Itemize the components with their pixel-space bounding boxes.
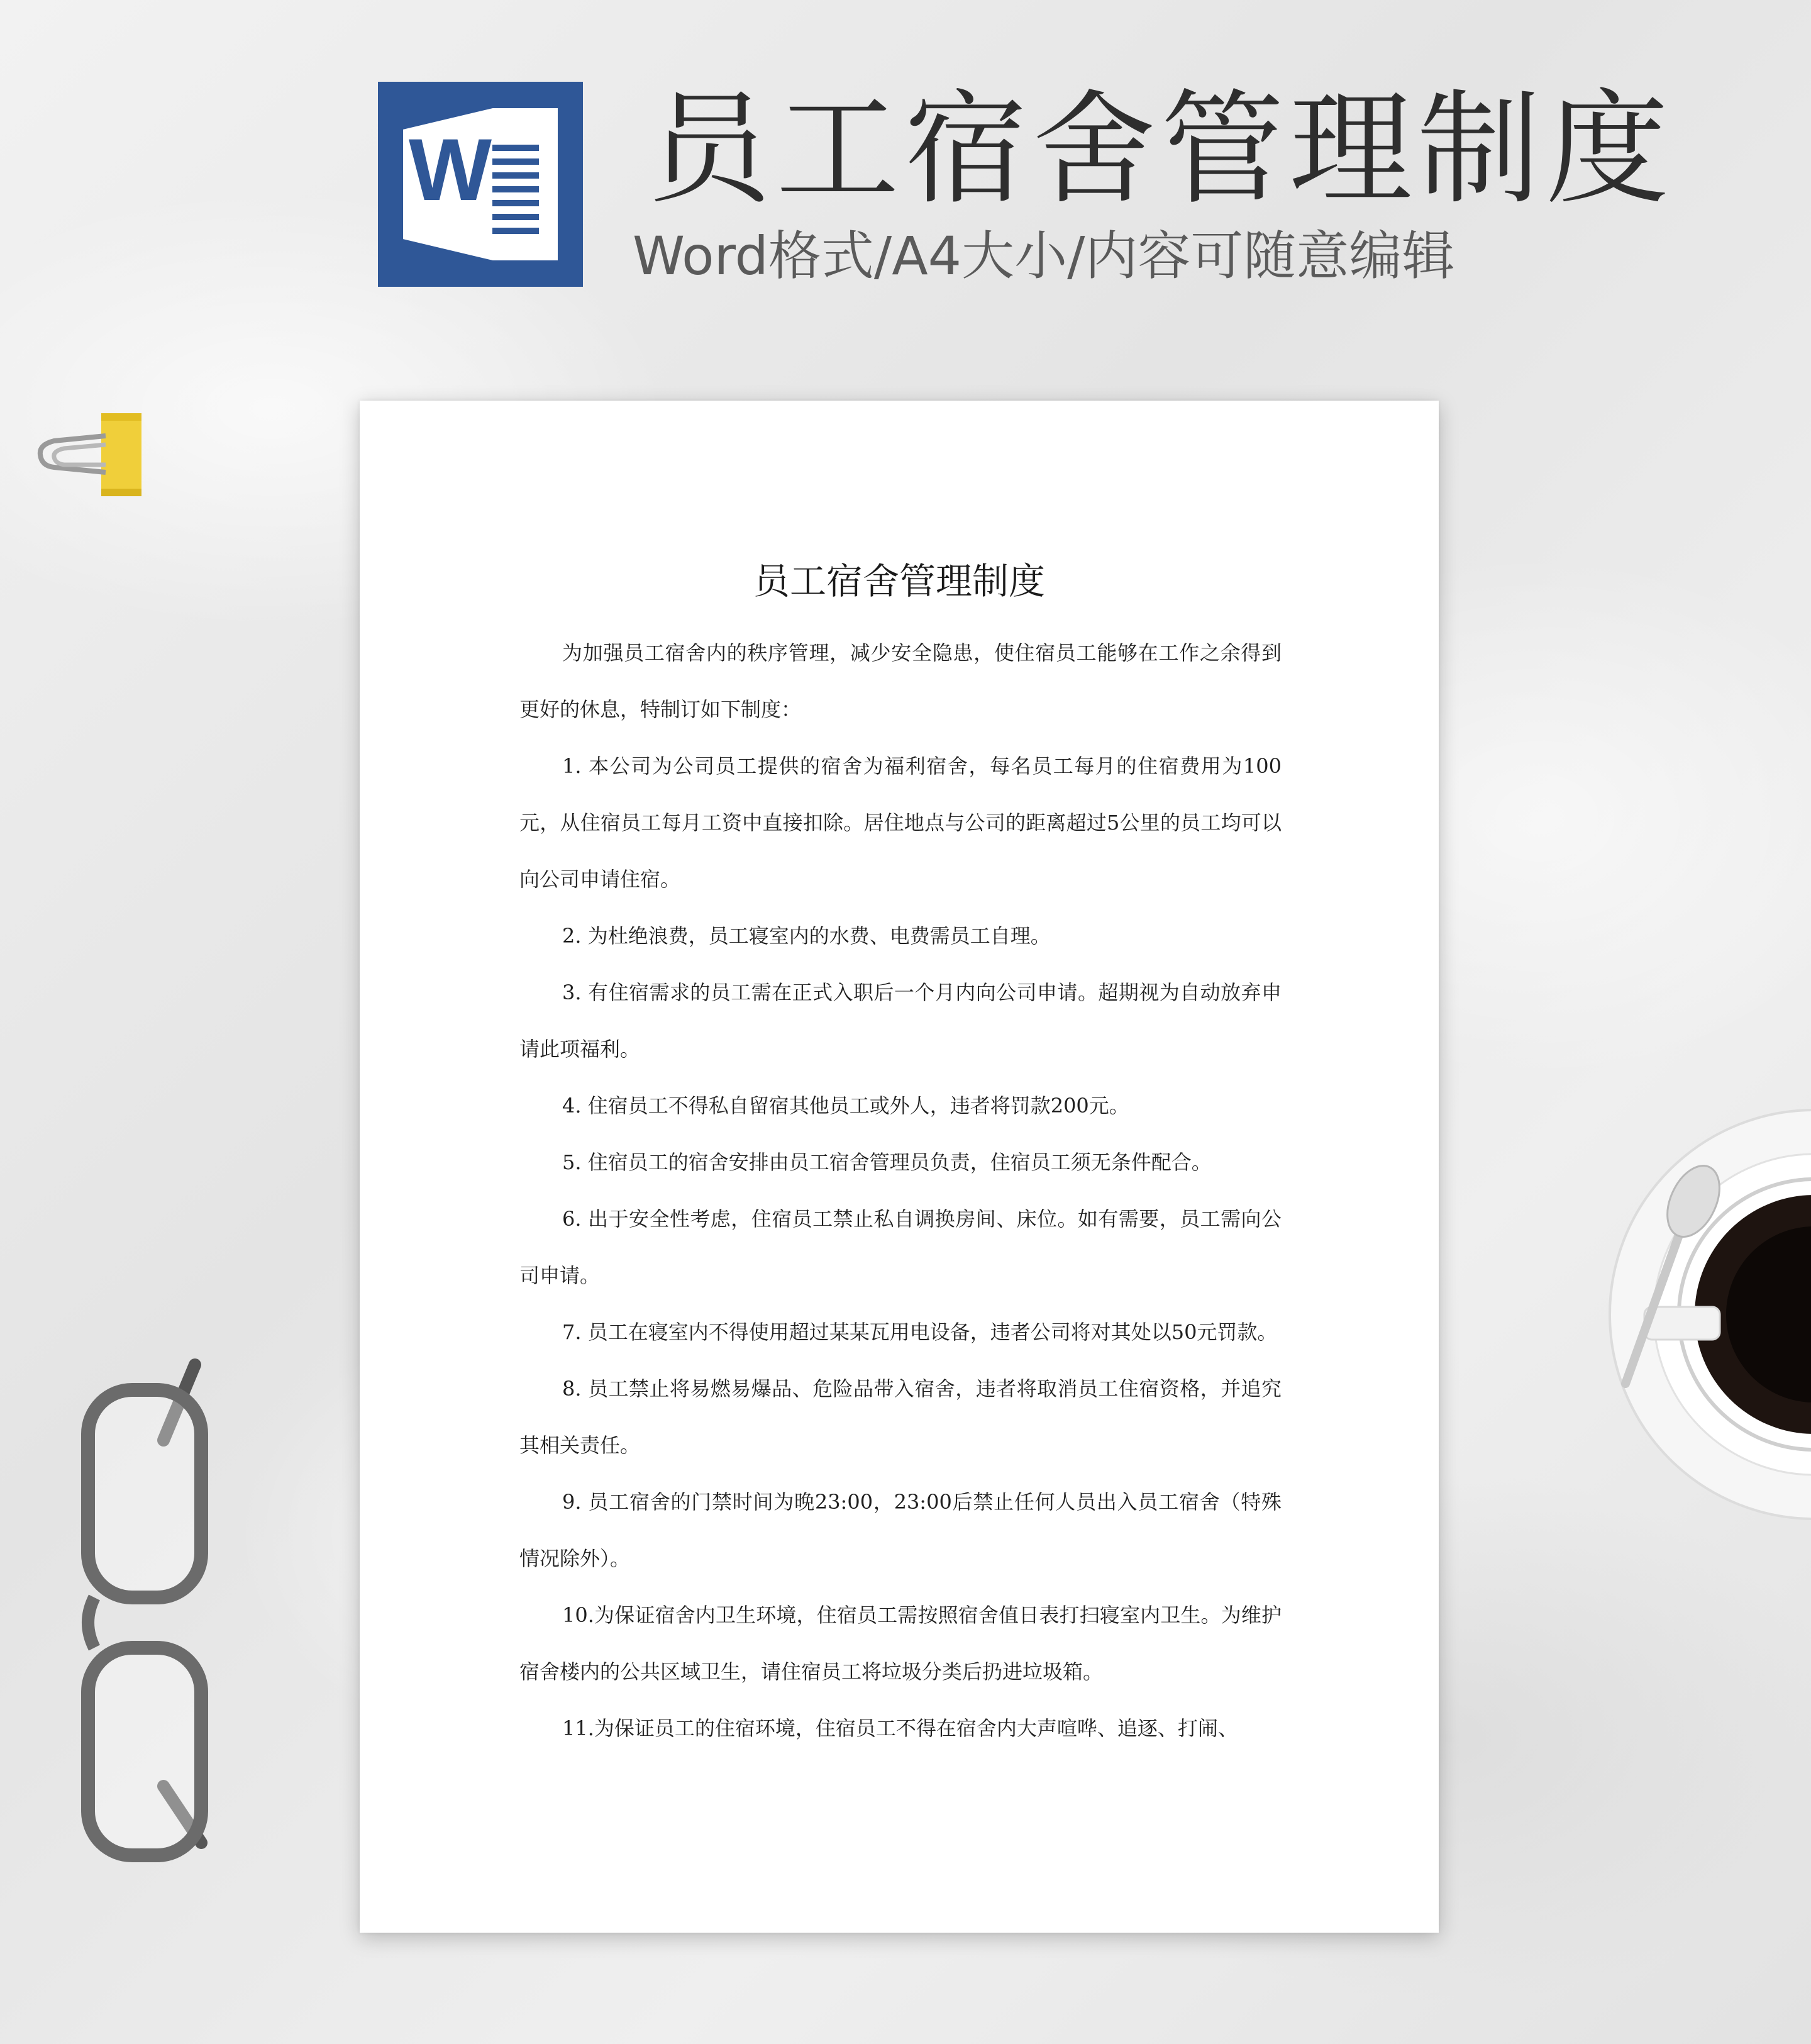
document-paragraph-3: 3. 有住宿需求的员工需在正式入职后一个月内向公司申请。超期视为自动放弃申请此项福利。 bbox=[519, 980, 1282, 1061]
page-title: 员工宿舍管理制度 bbox=[648, 78, 1675, 221]
document-paragraph-9: 9. 员工宿舍的门禁时间为晚23:00，23:00后禁止任何人员出入员工宿舍（特殊情况除外）。 bbox=[519, 1490, 1282, 1570]
document-intro: 为加强员工宿舍内的秩序管理，减少安全隐患，使住宿员工能够在工作之余得到更好的休息，特制订如下制度： bbox=[519, 641, 1282, 721]
glasses-icon bbox=[69, 1352, 233, 1893]
word-logo-letter: W bbox=[408, 120, 492, 219]
document-paragraph-10: 10.为保证宿舍内卫生环境，住宿员工需按照宿舍值日表打扫寝室内卫生。为维护宿舍楼内的公共区域卫生，请住宿员工将垃圾分类后扔进垃圾箱。 bbox=[519, 1603, 1282, 1684]
document-paragraph-2: 2. 为杜绝浪费，员工寝室内的水费、电费需员工自理。 bbox=[562, 924, 1051, 948]
document-page bbox=[360, 401, 1439, 1933]
binder-clip-icon bbox=[35, 412, 145, 497]
page-subtitle: Word格式/A4大小/内容可随意编辑 bbox=[633, 225, 1455, 287]
document-paragraph-4: 4. 住宿员工不得私自留宿其他员工或外人，违者将罚款200元。 bbox=[562, 1094, 1129, 1118]
document-paragraph-11: 11.为保证员工的住宿环境，住宿员工不得在宿舍内大声喧哗、追逐、打闹、 bbox=[562, 1716, 1238, 1740]
document-paragraph-5: 5. 住宿员工的宿舍安排由员工宿舍管理员负责，住宿员工须无条件配合。 bbox=[562, 1150, 1212, 1174]
coffee-cup-icon bbox=[1607, 1107, 1811, 1522]
document-paragraph-6: 6. 出于安全性考虑，住宿员工禁止私自调换房间、床位。如有需要，员工需向公司申请。 bbox=[519, 1207, 1282, 1287]
document-paragraph-1: 1. 本公司为公司员工提供的宿舍为福利宿舍，每名员工每月的住宿费用为100元，从住宿员工每月工资中直接扣除。居住地点与公司的距离超过5公里的员工均可以向公司申请住宿。 bbox=[519, 754, 1282, 891]
word-logo-icon bbox=[378, 82, 583, 287]
document-title: 员工宿舍管理制度 bbox=[753, 560, 1045, 603]
document-paragraph-7: 7. 员工在寝室内不得使用超过某某瓦用电设备，违者公司将对其处以50元罚款。 bbox=[562, 1320, 1278, 1344]
document-paragraph-8: 8. 员工禁止将易燃易爆品、危险品带入宿舍，违者将取消员工住宿资格，并追究其相关责任。 bbox=[519, 1377, 1282, 1457]
document-body bbox=[519, 625, 1282, 1757]
